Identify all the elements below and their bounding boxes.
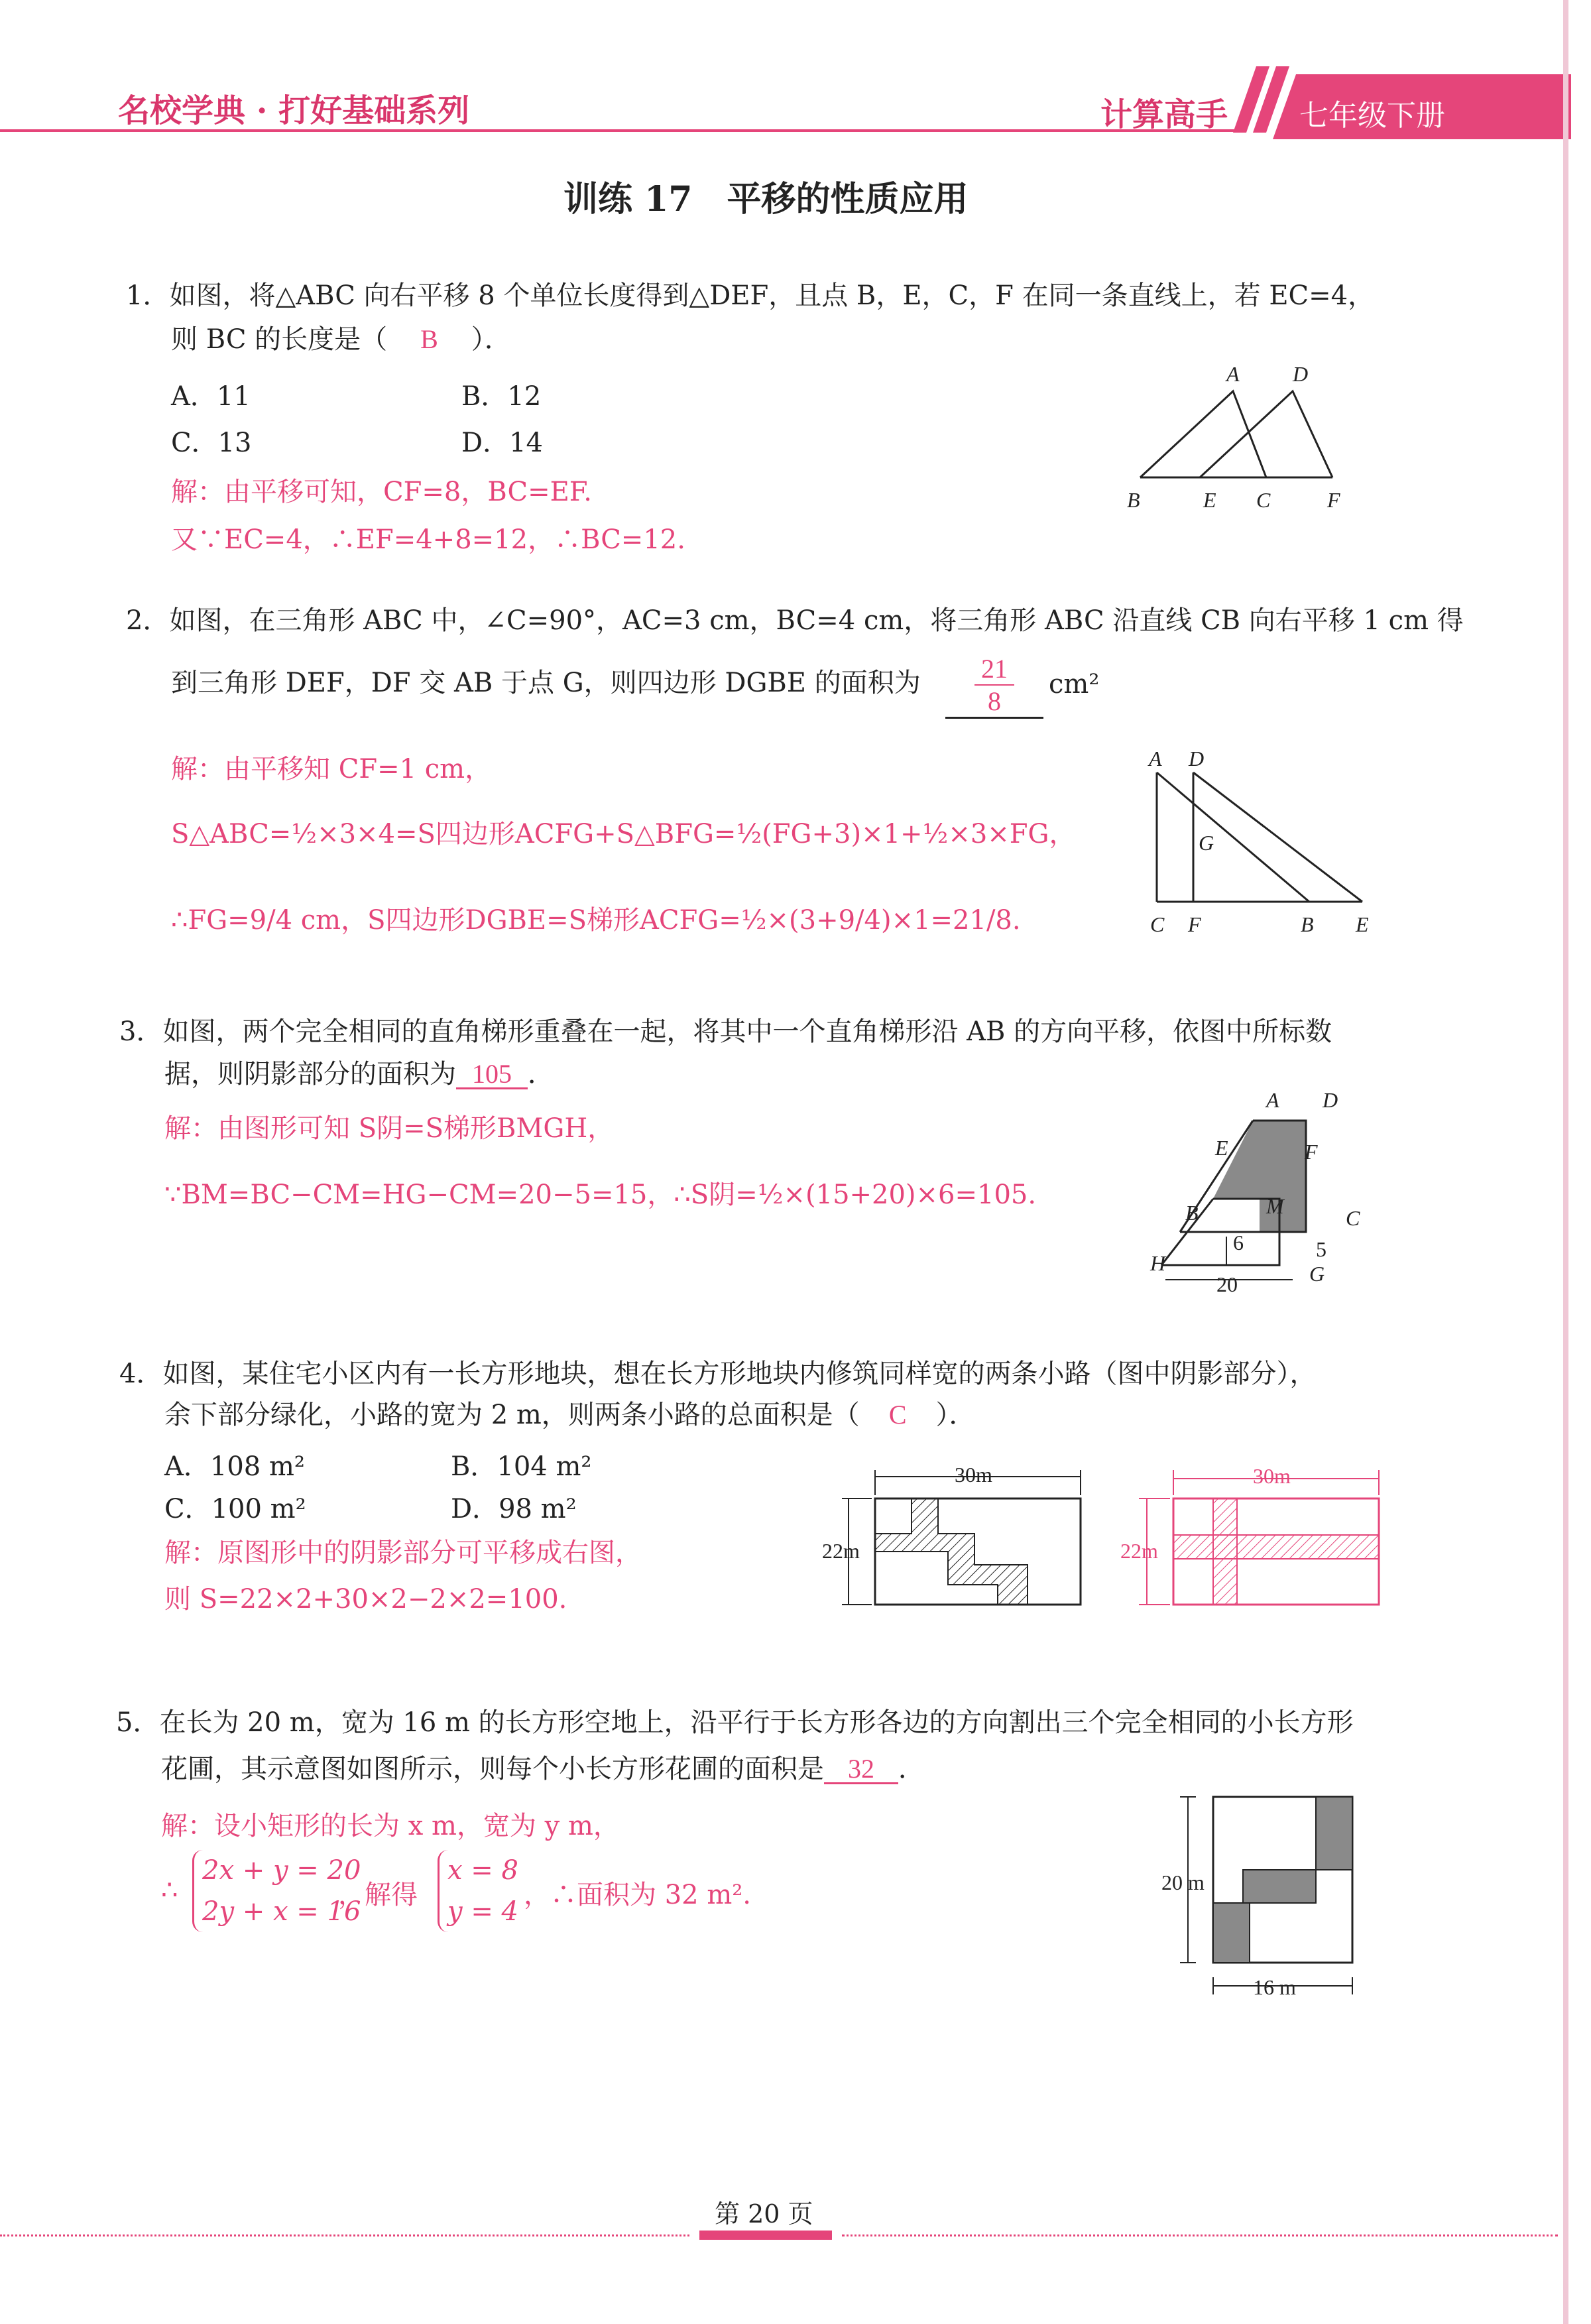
q2-solution-line1: 解：由平移知 CF=1 cm， <box>171 754 492 784</box>
q3-num-6: 6 <box>1233 1231 1244 1254</box>
q1-label-d: D <box>1293 362 1309 386</box>
q4-figure-original <box>822 1462 1100 1615</box>
q1-label-c: C <box>1256 488 1271 512</box>
q2-label-d: D <box>1189 747 1205 770</box>
q5-width-label: 16 m <box>1253 1975 1296 1999</box>
q5-system-1: 2x + y = 20 2y + x = 16 <box>192 1850 361 1932</box>
q4-option-d: D．98 m² <box>451 1494 577 1524</box>
q3-label-a: A <box>1266 1088 1279 1112</box>
series-title: 名校学典 · 打好基础系列 <box>118 92 470 129</box>
q1-answer: B <box>420 324 438 354</box>
q1-solution-line1: 解：由平移可知，CF=8，BC=EF. <box>171 477 593 507</box>
q5-solution-line1: 解：设小矩形的长为 x m，宽为 y m， <box>161 1811 620 1841</box>
q2-stem-line1: 2．如图，在三角形 ABC 中，∠C=90°，AC=3 cm，BC=4 cm，将三角形 ABC 沿直线 CB 向右平移 1 cm 得 <box>126 605 1464 636</box>
q4-answer: C <box>888 1400 907 1430</box>
q1-figure <box>1114 358 1366 517</box>
q5-system-2: x = 8 y = 4 <box>438 1850 518 1932</box>
q4-option-b: B．104 m² <box>451 1451 592 1482</box>
q3-label-m: M <box>1266 1194 1284 1218</box>
q3-figure <box>1127 1081 1392 1306</box>
footer-rule-right <box>842 2234 1558 2236</box>
q1-option-d: D．14 <box>461 428 543 458</box>
q5-result: ，∴面积为 32 m². <box>524 1880 752 1910</box>
q2-label-a: A <box>1149 747 1162 770</box>
q4-height-label-2: 22m <box>1120 1539 1158 1563</box>
q4-width-label-2: 30m <box>1253 1464 1291 1488</box>
q5-answer: 32 <box>824 1756 898 1784</box>
q2-stem-line2: 到三角形 DEF，DF 交 AB 于点 G，则四边形 DGBE 的面积为 <box>171 668 921 698</box>
q4-stem-line2: 余下部分绿化，小路的宽为 2 m，则两条小路的总面积是（ C ）． <box>164 1400 976 1430</box>
q3-answer: 105 <box>456 1061 528 1089</box>
q1-option-a: A．11 <box>171 381 251 412</box>
grade-label: 七年级下册 <box>1299 99 1445 133</box>
q4-option-c: C．100 m² <box>164 1494 306 1524</box>
q3-num-20: 20 <box>1216 1272 1238 1296</box>
q1-solution-line2: 又∵EC=4，∴EF=4+8=12，∴BC=12. <box>171 524 685 555</box>
q3-solution-line1: 解：由图形可知 S阴=S梯形BMGH， <box>164 1113 615 1144</box>
q1-label-b: B <box>1127 488 1140 512</box>
q3-label-c: C <box>1346 1206 1360 1230</box>
q3-num-5: 5 <box>1316 1237 1326 1261</box>
q5-therefore: ∴ <box>161 1875 178 1906</box>
q2-label-c: C <box>1150 912 1165 935</box>
section-title: 计算高手 <box>1100 96 1228 133</box>
q3-label-d: D <box>1323 1088 1338 1112</box>
q2-figure <box>1127 743 1405 935</box>
q1-stem-line1: 1．如图，将△ABC 向右平移 8 个单位长度得到△DEF，且点 B，E，C，F 在同一条直线上，若 EC=4， <box>126 280 1375 311</box>
footer-rule-left <box>0 2234 689 2236</box>
q3-stem-line2: 据，则阴影部分的面积为 105 ． <box>164 1059 554 1089</box>
q2-label-e: E <box>1356 912 1369 935</box>
q4-figure-translated <box>1114 1462 1392 1615</box>
q2-unit: cm² <box>1049 669 1100 700</box>
q2-answer-fraction: 21 8 <box>945 653 1043 719</box>
q3-solution-line2: ∵BM=BC−CM=HG−CM=20−5=15，∴S阴=½×(15+20)×6=105. <box>164 1180 1037 1210</box>
q1-option-b: B．12 <box>461 381 542 412</box>
q4-solution-line2: 则 S=22×2+30×2−2×2=100. <box>164 1584 567 1615</box>
page-title: 训练 17 平移的性质应用 <box>563 179 969 219</box>
q5-figure <box>1153 1784 1379 2009</box>
q2-label-b: B <box>1301 912 1314 935</box>
q4-option-a: A．108 m² <box>164 1451 305 1482</box>
q5-stem-line2: 花圃，其示意图如图所示，则每个小长方形花圃的面积是 32 ． <box>161 1754 925 1784</box>
q3-label-g: G <box>1309 1262 1325 1286</box>
q5-height-label: 20 m <box>1161 1870 1205 1894</box>
q3-label-e: E <box>1215 1136 1228 1160</box>
footer-rule-center <box>699 2231 832 2240</box>
q2-label-g: G <box>1199 831 1214 855</box>
q1-label-e: E <box>1203 488 1216 512</box>
q3-stem-line1: 3．如图，两个完全相同的直角梯形重叠在一起，将其中一个直角梯形沿 AB 的方向平移，依图中所标数 <box>119 1016 1332 1047</box>
q1-label-f: F <box>1327 488 1340 512</box>
page-number: 第 20 页 <box>715 2199 813 2229</box>
q5-solve-text: ，解得 <box>338 1880 418 1910</box>
right-edge-bar <box>1563 0 1568 2324</box>
q4-stem-line1: 4．如图，某住宅小区内有一长方形地块，想在长方形地块内修筑同样宽的两条小路（图中阴影部分）， <box>119 1359 1317 1389</box>
q1-option-c: C．13 <box>171 428 252 458</box>
q4-solution-line1: 解：原图形中的阴影部分可平移成右图， <box>164 1538 642 1568</box>
q3-label-f: F <box>1305 1140 1318 1164</box>
q2-label-f: F <box>1188 912 1201 935</box>
q3-label-h: H <box>1150 1251 1166 1275</box>
q4-height-label: 22m <box>822 1539 860 1563</box>
q5-stem-line1: 5．在长为 20 m，宽为 16 m 的长方形空地上，沿平行于长方形各边的方向割出三个完全相同的小长方形 <box>116 1707 1354 1738</box>
q2-solution-line2: S△ABC=½×3×4=S四边形ACFG+S△BFG=½(FG+3)×1+½×3×FG， <box>171 819 1076 849</box>
q1-stem-line2: 则 BC 的长度是（ B ）． <box>171 324 511 355</box>
q4-width-label: 30m <box>955 1463 992 1487</box>
q2-solution-line3: ∴FG=9/4 cm，S四边形DGBE=S梯形ACFG=½×(3+9/4)×1=21/8. <box>171 905 1021 936</box>
q3-label-b: B <box>1185 1201 1199 1225</box>
q1-label-a: A <box>1226 362 1240 386</box>
